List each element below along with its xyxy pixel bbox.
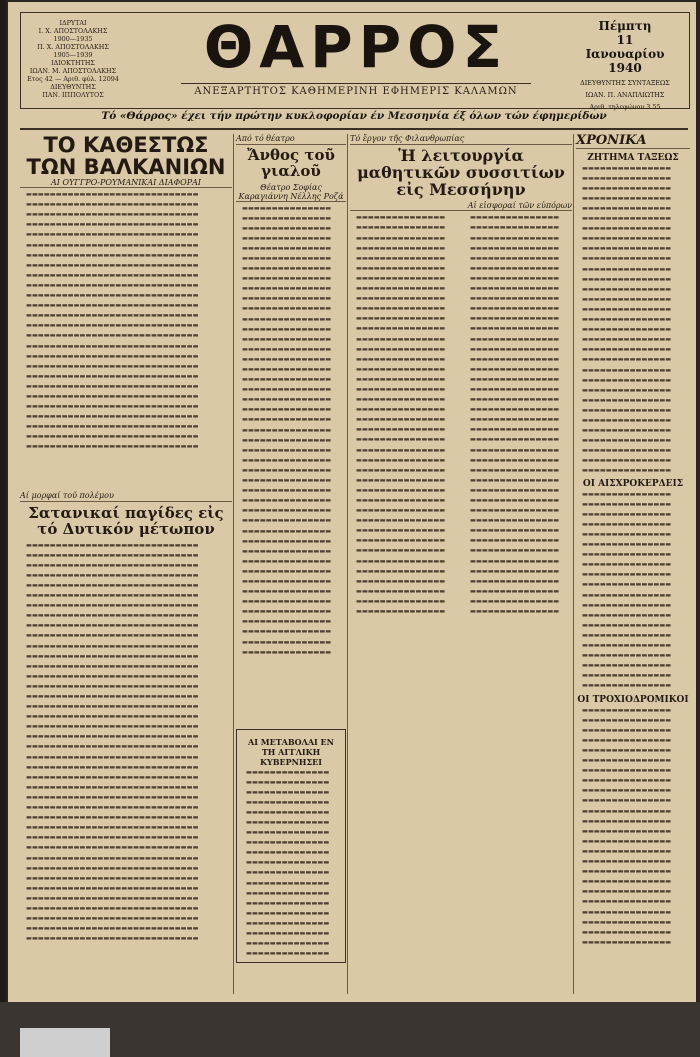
- deck-balkans: ΑΙ ΟΥΓΓΡΟ-ΡΟΥΜΑΝΙΚΑΙ ΔΙΑΦΟΡΑΙ: [20, 178, 232, 188]
- editor-line: ΔΙΕΥΘΥΝΤΗΣ ΣΥΝΤΑΞΕΩΣ: [580, 79, 670, 87]
- article-body: ▬▬▬▬▬▬▬▬▬▬▬▬▬▬▬▬▬▬▬▬▬▬▬▬▬▬▬▬▬ ▬▬▬▬▬▬▬▬▬▬▬▬▬▬▬▬▬▬▬▬▬▬▬▬▬▬▬▬▬ ▬▬▬▬▬▬▬▬▬▬▬▬▬▬▬▬▬▬▬▬▬▬▬▬▬▬▬▬▬ ▬▬▬▬▬▬▬▬▬▬▬▬▬▬▬▬▬▬▬▬▬▬▬▬▬▬▬▬▬ ▬▬▬▬▬▬▬▬▬▬▬▬▬▬▬▬▬▬▬▬▬▬▬▬▬▬▬▬▬ ▬▬▬▬▬▬▬▬▬▬▬▬▬▬▬▬▬▬▬▬▬▬▬▬▬▬▬▬▬ ▬▬▬▬▬▬▬▬▬▬▬▬▬▬▬▬▬▬▬▬▬▬▬▬▬▬▬▬▬ ▬▬▬▬▬▬▬▬▬▬▬▬▬▬▬▬▬▬▬▬▬▬▬▬▬▬▬▬▬ ▬▬▬▬▬▬▬▬▬▬▬▬▬▬▬▬▬▬▬▬▬▬▬▬▬▬▬▬▬ ▬▬▬▬▬▬▬▬▬▬▬▬▬▬▬▬▬▬▬▬▬▬▬▬▬▬▬▬▬ ▬▬▬▬▬▬▬▬▬▬▬▬▬▬▬▬▬▬▬▬▬▬▬▬▬▬▬▬▬ ▬▬▬▬▬▬▬▬▬▬▬▬▬▬▬▬▬▬▬▬▬▬▬▬▬▬▬▬▬ ▬▬▬▬▬▬▬▬▬▬▬▬▬▬▬▬▬▬▬▬▬▬▬▬▬▬▬▬▬ ▬▬▬▬▬▬▬▬▬▬▬▬▬▬▬▬▬▬▬▬▬▬▬▬▬▬▬▬▬ ▬▬▬▬▬▬▬▬▬▬▬▬▬▬▬▬▬▬▬▬▬▬▬▬▬▬▬▬▬ ▬▬▬▬▬▬▬▬▬▬▬▬▬▬▬▬▬▬▬▬▬▬▬▬▬▬▬▬▬ ▬▬▬▬▬▬▬▬▬▬▬▬▬▬▬▬▬▬▬▬▬▬▬▬▬▬▬▬▬ ▬▬▬▬▬▬▬▬▬▬▬▬▬▬▬▬▬▬▬▬▬▬▬▬▬▬▬▬▬ ▬▬▬▬▬▬▬▬▬▬▬▬▬▬▬▬▬▬▬▬▬▬▬▬▬▬▬▬▬ ▬▬▬▬▬▬▬▬▬▬▬▬▬▬▬▬▬▬▬▬▬▬▬▬▬▬▬▬▬ ▬▬▬▬▬▬▬▬▬▬▬▬▬▬▬▬▬▬▬▬▬▬▬▬▬▬▬▬▬ ▬▬▬▬▬▬▬▬▬▬▬▬▬▬▬▬▬▬▬▬▬▬▬▬▬▬▬▬▬ ▬▬▬▬▬▬▬▬▬▬▬▬▬▬▬▬▬▬▬▬▬▬▬▬▬▬▬▬▬ ▬▬▬▬▬▬▬▬▬▬▬▬▬▬▬▬▬▬▬▬▬▬▬▬▬▬▬▬▬ ▬▬▬▬▬▬▬▬▬▬▬▬▬▬▬▬▬▬▬▬▬▬▬▬▬▬▬▬▬ ▬▬▬▬▬▬▬▬▬▬▬▬▬▬▬▬▬▬▬▬▬▬▬▬▬▬▬▬▬ ▬▬▬▬▬▬▬▬▬▬▬▬▬▬▬▬▬▬▬▬▬▬▬▬▬▬▬▬▬ ▬▬▬▬▬▬▬▬▬▬▬▬▬▬▬▬▬▬▬▬▬▬▬▬▬▬▬▬▬ ▬▬▬▬▬▬▬▬▬▬▬▬▬▬▬▬▬▬▬▬▬▬▬▬▬▬▬▬▬ ▬▬▬▬▬▬▬▬▬▬▬▬▬▬▬▬▬▬▬▬▬▬▬▬▬▬▬▬▬ ▬▬▬▬▬▬▬▬▬▬▬▬▬▬▬▬▬▬▬▬▬▬▬▬▬▬▬▬▬ ▬▬▬▬▬▬▬▬▬▬▬▬▬▬▬▬▬▬▬▬▬▬▬▬▬▬▬▬▬ ▬▬▬▬▬▬▬▬▬▬▬▬▬▬▬▬▬▬▬▬▬▬▬▬▬▬▬▬▬ ▬▬▬▬▬▬▬▬▬▬▬▬▬▬▬▬▬▬▬▬▬▬▬▬▬▬▬▬▬ ▬▬▬▬▬▬▬▬▬▬▬▬▬▬▬▬▬▬▬▬▬▬▬▬▬▬▬▬▬ ▬▬▬▬▬▬▬▬▬▬▬▬▬▬▬▬▬▬▬▬▬▬▬▬▬▬▬▬▬ ▬▬▬▬▬▬▬▬▬▬▬▬▬▬▬▬▬▬▬▬▬▬▬▬▬▬▬▬▬ ▬▬▬▬▬▬▬▬▬▬▬▬▬▬▬▬▬▬▬▬▬▬▬▬▬▬▬▬▬ ▬▬▬▬▬▬▬▬▬▬▬▬▬▬▬▬▬▬▬▬▬▬▬▬▬▬▬▬▬ ▬▬▬▬▬▬▬▬▬▬▬▬▬▬▬▬▬▬▬▬▬▬▬▬▬▬▬▬▬: [26, 541, 199, 943]
- article-body: ▬▬▬▬▬▬▬▬▬▬▬▬▬▬ ▬▬▬▬▬▬▬▬▬▬▬▬▬▬ ▬▬▬▬▬▬▬▬▬▬▬▬▬▬ ▬▬▬▬▬▬▬▬▬▬▬▬▬▬ ▬▬▬▬▬▬▬▬▬▬▬▬▬▬ ▬▬▬▬▬▬▬▬▬▬▬▬▬▬ ▬▬▬▬▬▬▬▬▬▬▬▬▬▬ ▬▬▬▬▬▬▬▬▬▬▬▬▬▬ ▬▬▬▬▬▬▬▬▬▬▬▬▬▬ ▬▬▬▬▬▬▬▬▬▬▬▬▬▬ ▬▬▬▬▬▬▬▬▬▬▬▬▬▬ ▬▬▬▬▬▬▬▬▬▬▬▬▬▬ ▬▬▬▬▬▬▬▬▬▬▬▬▬▬ ▬▬▬▬▬▬▬▬▬▬▬▬▬▬ ▬▬▬▬▬▬▬▬▬▬▬▬▬▬ ▬▬▬▬▬▬▬▬▬▬▬▬▬▬ ▬▬▬▬▬▬▬▬▬▬▬▬▬▬ ▬▬▬▬▬▬▬▬▬▬▬▬▬▬ ▬▬▬▬▬▬▬▬▬▬▬▬▬▬: [246, 768, 330, 958]
- headline-balkans: ΤΟ ΚΑΘΕΣΤΩΣ ΤΩΝ ΒΑΛΚΑΝΙΩΝ: [26, 133, 226, 180]
- article-body: ▬▬▬▬▬▬▬▬▬▬▬▬▬▬▬ ▬▬▬▬▬▬▬▬▬▬▬▬▬▬▬ ▬▬▬▬▬▬▬▬▬▬▬▬▬▬▬ ▬▬▬▬▬▬▬▬▬▬▬▬▬▬▬ ▬▬▬▬▬▬▬▬▬▬▬▬▬▬▬ ▬▬▬▬▬▬▬▬▬▬▬▬▬▬▬ ▬▬▬▬▬▬▬▬▬▬▬▬▬▬▬ ▬▬▬▬▬▬▬▬▬▬▬▬▬▬▬ ▬▬▬▬▬▬▬▬▬▬▬▬▬▬▬ ▬▬▬▬▬▬▬▬▬▬▬▬▬▬▬ ▬▬▬▬▬▬▬▬▬▬▬▬▬▬▬ ▬▬▬▬▬▬▬▬▬▬▬▬▬▬▬ ▬▬▬▬▬▬▬▬▬▬▬▬▬▬▬ ▬▬▬▬▬▬▬▬▬▬▬▬▬▬▬ ▬▬▬▬▬▬▬▬▬▬▬▬▬▬▬ ▬▬▬▬▬▬▬▬▬▬▬▬▬▬▬ ▬▬▬▬▬▬▬▬▬▬▬▬▬▬▬ ▬▬▬▬▬▬▬▬▬▬▬▬▬▬▬ ▬▬▬▬▬▬▬▬▬▬▬▬▬▬▬ ▬▬▬▬▬▬▬▬▬▬▬▬▬▬▬: [582, 490, 672, 690]
- founder-line: Ι. Χ. ΑΠΟΣΤΟΛΑΚΗΣ: [38, 27, 108, 35]
- newspaper-title: ΘΑΡΡΟΣ: [203, 13, 509, 81]
- phone-line: Αριθ. τηλεφώνου 3.55: [589, 103, 661, 111]
- founder-line: Π. Χ. ΑΠΟΣΤΟΛΑΚΗΣ: [37, 43, 109, 51]
- founder-line: ΔΙΕΥΘΥΝΤΗΣ: [50, 83, 96, 91]
- masthead-founders: [25, 19, 121, 99]
- column-balkans: [20, 134, 232, 992]
- kicker-theatre: Από τό θέατρο: [236, 134, 346, 145]
- subhead-order: ΖΗΤΗΜΑ ΤΑΞΕΩΣ: [587, 152, 679, 163]
- headline-theatre: Ἄνθος τοῦ γιαλοῦ: [247, 146, 335, 180]
- masthead: [20, 12, 690, 109]
- headline-western-front: Σατανικαί παγίδες εἰς τό Δυτικόν μέτωπον: [28, 504, 224, 538]
- date-month: Ιανουαρίου: [585, 47, 665, 61]
- article-body: ▬▬▬▬▬▬▬▬▬▬▬▬▬▬▬ ▬▬▬▬▬▬▬▬▬▬▬▬▬▬▬ ▬▬▬▬▬▬▬▬▬▬▬▬▬▬▬ ▬▬▬▬▬▬▬▬▬▬▬▬▬▬▬ ▬▬▬▬▬▬▬▬▬▬▬▬▬▬▬ ▬▬▬▬▬▬▬▬▬▬▬▬▬▬▬ ▬▬▬▬▬▬▬▬▬▬▬▬▬▬▬ ▬▬▬▬▬▬▬▬▬▬▬▬▬▬▬ ▬▬▬▬▬▬▬▬▬▬▬▬▬▬▬ ▬▬▬▬▬▬▬▬▬▬▬▬▬▬▬ ▬▬▬▬▬▬▬▬▬▬▬▬▬▬▬ ▬▬▬▬▬▬▬▬▬▬▬▬▬▬▬ ▬▬▬▬▬▬▬▬▬▬▬▬▬▬▬ ▬▬▬▬▬▬▬▬▬▬▬▬▬▬▬ ▬▬▬▬▬▬▬▬▬▬▬▬▬▬▬ ▬▬▬▬▬▬▬▬▬▬▬▬▬▬▬ ▬▬▬▬▬▬▬▬▬▬▬▬▬▬▬ ▬▬▬▬▬▬▬▬▬▬▬▬▬▬▬ ▬▬▬▬▬▬▬▬▬▬▬▬▬▬▬ ▬▬▬▬▬▬▬▬▬▬▬▬▬▬▬ ▬▬▬▬▬▬▬▬▬▬▬▬▬▬▬ ▬▬▬▬▬▬▬▬▬▬▬▬▬▬▬ ▬▬▬▬▬▬▬▬▬▬▬▬▬▬▬ ▬▬▬▬▬▬▬▬▬▬▬▬▬▬▬ ▬▬▬▬▬▬▬▬▬▬▬▬▬▬▬ ▬▬▬▬▬▬▬▬▬▬▬▬▬▬▬ ▬▬▬▬▬▬▬▬▬▬▬▬▬▬▬ ▬▬▬▬▬▬▬▬▬▬▬▬▬▬▬ ▬▬▬▬▬▬▬▬▬▬▬▬▬▬▬ ▬▬▬▬▬▬▬▬▬▬▬▬▬▬▬ ▬▬▬▬▬▬▬▬▬▬▬▬▬▬▬ ▬▬▬▬▬▬▬▬▬▬▬▬▬▬▬ ▬▬▬▬▬▬▬▬▬▬▬▬▬▬▬ ▬▬▬▬▬▬▬▬▬▬▬▬▬▬▬ ▬▬▬▬▬▬▬▬▬▬▬▬▬▬▬ ▬▬▬▬▬▬▬▬▬▬▬▬▬▬▬ ▬▬▬▬▬▬▬▬▬▬▬▬▬▬▬ ▬▬▬▬▬▬▬▬▬▬▬▬▬▬▬ ▬▬▬▬▬▬▬▬▬▬▬▬▬▬▬ ▬▬▬▬▬▬▬▬▬▬▬▬▬▬▬ ▬▬▬▬▬▬▬▬▬▬▬▬▬▬▬ ▬▬▬▬▬▬▬▬▬▬▬▬▬▬▬ ▬▬▬▬▬▬▬▬▬▬▬▬▬▬▬ ▬▬▬▬▬▬▬▬▬▬▬▬▬▬▬ ▬▬▬▬▬▬▬▬▬▬▬▬▬▬▬: [242, 204, 332, 656]
- founder-line: 1900—1935: [53, 35, 93, 43]
- date-year: 1940: [608, 61, 642, 75]
- kicker-war: Αί μορφαί τοῦ πολέμου: [20, 491, 232, 502]
- column-charity: [350, 134, 572, 984]
- article-body: ▬▬▬▬▬▬▬▬▬▬▬▬▬▬▬▬▬▬▬▬▬▬▬▬▬▬▬▬▬ ▬▬▬▬▬▬▬▬▬▬▬▬▬▬▬▬▬▬▬▬▬▬▬▬▬▬▬▬▬ ▬▬▬▬▬▬▬▬▬▬▬▬▬▬▬▬▬▬▬▬▬▬▬▬▬▬▬▬▬ ▬▬▬▬▬▬▬▬▬▬▬▬▬▬▬▬▬▬▬▬▬▬▬▬▬▬▬▬▬ ▬▬▬▬▬▬▬▬▬▬▬▬▬▬▬▬▬▬▬▬▬▬▬▬▬▬▬▬▬ ▬▬▬▬▬▬▬▬▬▬▬▬▬▬▬▬▬▬▬▬▬▬▬▬▬▬▬▬▬ ▬▬▬▬▬▬▬▬▬▬▬▬▬▬▬▬▬▬▬▬▬▬▬▬▬▬▬▬▬ ▬▬▬▬▬▬▬▬▬▬▬▬▬▬▬▬▬▬▬▬▬▬▬▬▬▬▬▬▬ ▬▬▬▬▬▬▬▬▬▬▬▬▬▬▬▬▬▬▬▬▬▬▬▬▬▬▬▬▬ ▬▬▬▬▬▬▬▬▬▬▬▬▬▬▬▬▬▬▬▬▬▬▬▬▬▬▬▬▬ ▬▬▬▬▬▬▬▬▬▬▬▬▬▬▬▬▬▬▬▬▬▬▬▬▬▬▬▬▬ ▬▬▬▬▬▬▬▬▬▬▬▬▬▬▬▬▬▬▬▬▬▬▬▬▬▬▬▬▬ ▬▬▬▬▬▬▬▬▬▬▬▬▬▬▬▬▬▬▬▬▬▬▬▬▬▬▬▬▬ ▬▬▬▬▬▬▬▬▬▬▬▬▬▬▬▬▬▬▬▬▬▬▬▬▬▬▬▬▬ ▬▬▬▬▬▬▬▬▬▬▬▬▬▬▬▬▬▬▬▬▬▬▬▬▬▬▬▬▬ ▬▬▬▬▬▬▬▬▬▬▬▬▬▬▬▬▬▬▬▬▬▬▬▬▬▬▬▬▬ ▬▬▬▬▬▬▬▬▬▬▬▬▬▬▬▬▬▬▬▬▬▬▬▬▬▬▬▬▬ ▬▬▬▬▬▬▬▬▬▬▬▬▬▬▬▬▬▬▬▬▬▬▬▬▬▬▬▬▬ ▬▬▬▬▬▬▬▬▬▬▬▬▬▬▬▬▬▬▬▬▬▬▬▬▬▬▬▬▬ ▬▬▬▬▬▬▬▬▬▬▬▬▬▬▬▬▬▬▬▬▬▬▬▬▬▬▬▬▬ ▬▬▬▬▬▬▬▬▬▬▬▬▬▬▬▬▬▬▬▬▬▬▬▬▬▬▬▬▬ ▬▬▬▬▬▬▬▬▬▬▬▬▬▬▬▬▬▬▬▬▬▬▬▬▬▬▬▬▬ ▬▬▬▬▬▬▬▬▬▬▬▬▬▬▬▬▬▬▬▬▬▬▬▬▬▬▬▬▬ ▬▬▬▬▬▬▬▬▬▬▬▬▬▬▬▬▬▬▬▬▬▬▬▬▬▬▬▬▬ ▬▬▬▬▬▬▬▬▬▬▬▬▬▬▬▬▬▬▬▬▬▬▬▬▬▬▬▬▬ ▬▬▬▬▬▬▬▬▬▬▬▬▬▬▬▬▬▬▬▬▬▬▬▬▬▬▬▬▬: [26, 191, 199, 451]
- subhead-profiteers: ΟΙ ΑΙΣΧΡΟΚΕΡΔΕΙΣ: [582, 478, 684, 489]
- article-body: ▬▬▬▬▬▬▬▬▬▬▬▬▬▬▬ ▬▬▬▬▬▬▬▬▬▬▬▬▬▬▬ ▬▬▬▬▬▬▬▬▬▬▬▬▬▬▬ ▬▬▬▬▬▬▬▬▬▬▬▬▬▬▬ ▬▬▬▬▬▬▬▬▬▬▬▬▬▬▬ ▬▬▬▬▬▬▬▬▬▬▬▬▬▬▬ ▬▬▬▬▬▬▬▬▬▬▬▬▬▬▬ ▬▬▬▬▬▬▬▬▬▬▬▬▬▬▬ ▬▬▬▬▬▬▬▬▬▬▬▬▬▬▬ ▬▬▬▬▬▬▬▬▬▬▬▬▬▬▬ ▬▬▬▬▬▬▬▬▬▬▬▬▬▬▬ ▬▬▬▬▬▬▬▬▬▬▬▬▬▬▬ ▬▬▬▬▬▬▬▬▬▬▬▬▬▬▬ ▬▬▬▬▬▬▬▬▬▬▬▬▬▬▬ ▬▬▬▬▬▬▬▬▬▬▬▬▬▬▬ ▬▬▬▬▬▬▬▬▬▬▬▬▬▬▬ ▬▬▬▬▬▬▬▬▬▬▬▬▬▬▬ ▬▬▬▬▬▬▬▬▬▬▬▬▬▬▬ ▬▬▬▬▬▬▬▬▬▬▬▬▬▬▬ ▬▬▬▬▬▬▬▬▬▬▬▬▬▬▬ ▬▬▬▬▬▬▬▬▬▬▬▬▬▬▬ ▬▬▬▬▬▬▬▬▬▬▬▬▬▬▬ ▬▬▬▬▬▬▬▬▬▬▬▬▬▬▬ ▬▬▬▬▬▬▬▬▬▬▬▬▬▬▬ ▬▬▬▬▬▬▬▬▬▬▬▬▬▬▬ ▬▬▬▬▬▬▬▬▬▬▬▬▬▬▬ ▬▬▬▬▬▬▬▬▬▬▬▬▬▬▬ ▬▬▬▬▬▬▬▬▬▬▬▬▬▬▬ ▬▬▬▬▬▬▬▬▬▬▬▬▬▬▬ ▬▬▬▬▬▬▬▬▬▬▬▬▬▬▬ ▬▬▬▬▬▬▬▬▬▬▬▬▬▬▬ ▬▬▬▬▬▬▬▬▬▬▬▬▬▬▬ ▬▬▬▬▬▬▬▬▬▬▬▬▬▬▬ ▬▬▬▬▬▬▬▬▬▬▬▬▬▬▬ ▬▬▬▬▬▬▬▬▬▬▬▬▬▬▬ ▬▬▬▬▬▬▬▬▬▬▬▬▬▬▬ ▬▬▬▬▬▬▬▬▬▬▬▬▬▬▬ ▬▬▬▬▬▬▬▬▬▬▬▬▬▬▬ ▬▬▬▬▬▬▬▬▬▬▬▬▬▬▬ ▬▬▬▬▬▬▬▬▬▬▬▬▬▬▬ ▬▬▬▬▬▬▬▬▬▬▬▬▬▬▬ ▬▬▬▬▬▬▬▬▬▬▬▬▬▬▬ ▬▬▬▬▬▬▬▬▬▬▬▬▬▬▬ ▬▬▬▬▬▬▬▬▬▬▬▬▬▬▬ ▬▬▬▬▬▬▬▬▬▬▬▬▬▬▬ ▬▬▬▬▬▬▬▬▬▬▬▬▬▬▬ ▬▬▬▬▬▬▬▬▬▬▬▬▬▬▬ ▬▬▬▬▬▬▬▬▬▬▬▬▬▬▬ ▬▬▬▬▬▬▬▬▬▬▬▬▬▬▬ ▬▬▬▬▬▬▬▬▬▬▬▬▬▬▬ ▬▬▬▬▬▬▬▬▬▬▬▬▬▬▬ ▬▬▬▬▬▬▬▬▬▬▬▬▬▬▬ ▬▬▬▬▬▬▬▬▬▬▬▬▬▬▬ ▬▬▬▬▬▬▬▬▬▬▬▬▬▬▬ ▬▬▬▬▬▬▬▬▬▬▬▬▬▬▬ ▬▬▬▬▬▬▬▬▬▬▬▬▬▬▬ ▬▬▬▬▬▬▬▬▬▬▬▬▬▬▬ ▬▬▬▬▬▬▬▬▬▬▬▬▬▬▬ ▬▬▬▬▬▬▬▬▬▬▬▬▬▬▬ ▬▬▬▬▬▬▬▬▬▬▬▬▬▬▬ ▬▬▬▬▬▬▬▬▬▬▬▬▬▬▬ ▬▬▬▬▬▬▬▬▬▬▬▬▬▬▬ ▬▬▬▬▬▬▬▬▬▬▬▬▬▬▬ ▬▬▬▬▬▬▬▬▬▬▬▬▬▬▬ ▬▬▬▬▬▬▬▬▬▬▬▬▬▬▬ ▬▬▬▬▬▬▬▬▬▬▬▬▬▬▬ ▬▬▬▬▬▬▬▬▬▬▬▬▬▬▬ ▬▬▬▬▬▬▬▬▬▬▬▬▬▬▬ ▬▬▬▬▬▬▬▬▬▬▬▬▬▬▬ ▬▬▬▬▬▬▬▬▬▬▬▬▬▬▬ ▬▬▬▬▬▬▬▬▬▬▬▬▬▬▬ ▬▬▬▬▬▬▬▬▬▬▬▬▬▬▬ ▬▬▬▬▬▬▬▬▬▬▬▬▬▬▬ ▬▬▬▬▬▬▬▬▬▬▬▬▬▬▬ ▬▬▬▬▬▬▬▬▬▬▬▬▬▬▬ ▬▬▬▬▬▬▬▬▬▬▬▬▬▬▬ ▬▬▬▬▬▬▬▬▬▬▬▬▬▬▬ ▬▬▬▬▬▬▬▬▬▬▬▬▬▬▬ ▬▬▬▬▬▬▬▬▬▬▬▬▬▬▬ ▬▬▬▬▬▬▬▬▬▬▬▬▬▬▬: [356, 214, 560, 616]
- article-body: ▬▬▬▬▬▬▬▬▬▬▬▬▬▬▬ ▬▬▬▬▬▬▬▬▬▬▬▬▬▬▬ ▬▬▬▬▬▬▬▬▬▬▬▬▬▬▬ ▬▬▬▬▬▬▬▬▬▬▬▬▬▬▬ ▬▬▬▬▬▬▬▬▬▬▬▬▬▬▬ ▬▬▬▬▬▬▬▬▬▬▬▬▬▬▬ ▬▬▬▬▬▬▬▬▬▬▬▬▬▬▬ ▬▬▬▬▬▬▬▬▬▬▬▬▬▬▬ ▬▬▬▬▬▬▬▬▬▬▬▬▬▬▬ ▬▬▬▬▬▬▬▬▬▬▬▬▬▬▬ ▬▬▬▬▬▬▬▬▬▬▬▬▬▬▬ ▬▬▬▬▬▬▬▬▬▬▬▬▬▬▬ ▬▬▬▬▬▬▬▬▬▬▬▬▬▬▬ ▬▬▬▬▬▬▬▬▬▬▬▬▬▬▬ ▬▬▬▬▬▬▬▬▬▬▬▬▬▬▬ ▬▬▬▬▬▬▬▬▬▬▬▬▬▬▬ ▬▬▬▬▬▬▬▬▬▬▬▬▬▬▬ ▬▬▬▬▬▬▬▬▬▬▬▬▬▬▬ ▬▬▬▬▬▬▬▬▬▬▬▬▬▬▬ ▬▬▬▬▬▬▬▬▬▬▬▬▬▬▬ ▬▬▬▬▬▬▬▬▬▬▬▬▬▬▬ ▬▬▬▬▬▬▬▬▬▬▬▬▬▬▬ ▬▬▬▬▬▬▬▬▬▬▬▬▬▬▬ ▬▬▬▬▬▬▬▬▬▬▬▬▬▬▬ ▬▬▬▬▬▬▬▬▬▬▬▬▬▬▬ ▬▬▬▬▬▬▬▬▬▬▬▬▬▬▬ ▬▬▬▬▬▬▬▬▬▬▬▬▬▬▬ ▬▬▬▬▬▬▬▬▬▬▬▬▬▬▬ ▬▬▬▬▬▬▬▬▬▬▬▬▬▬▬ ▬▬▬▬▬▬▬▬▬▬▬▬▬▬▬ ▬▬▬▬▬▬▬▬▬▬▬▬▬▬▬: [582, 164, 672, 475]
- founder-line: ΠΑΝ. ΙΠΠΟΛΥΤΟΣ: [42, 91, 104, 99]
- deck-charity: Αἱ εἰσφοραί τῶν εὐπόρων: [350, 201, 572, 211]
- kicker-charity: Τό ἔργον τῆς Φιλανθρωπίας: [350, 134, 572, 145]
- tagline: Τό «Θάρρος» έχει τήν πρώτην κυκλοφορίαν έν Μεσσηνία έξ όλων τών έφημερίδων: [20, 110, 688, 130]
- column-chronicles: [576, 134, 690, 947]
- date-day: Πέμπτη: [598, 19, 652, 33]
- date-number: 11: [616, 33, 634, 47]
- box-uk-cabinet: [236, 729, 346, 963]
- masthead-date: [565, 19, 685, 111]
- founder-line: 1905—1939: [53, 51, 93, 59]
- column-theatre: [236, 134, 346, 967]
- founder-line: Ετος 42 — Αριθ. φύλ. 12094: [27, 75, 119, 83]
- deck-theatre: Θέατρο Σοφίας Καραγιάννη Νέλλης Ροζά: [236, 183, 346, 202]
- newspaper-page: [8, 2, 696, 1002]
- headline-charity: Ἡ λειτουργία μαθητικῶν συσσιτίων εἰς Μεσσήνην: [357, 146, 565, 199]
- founder-line: ΙΔΙΟΚΤΗΤΗΣ: [51, 59, 95, 67]
- newspaper-subtitle: ΑΝΕΞΑΡΤΗΤΟΣ ΚΑΘΗΜΕΡΙΝΗ ΕΦΗΜΕΡΙΣ ΚΑΛΑΜΩΝ: [181, 83, 531, 97]
- subhead-tram-workers: ΟΙ ΤΡΟΧΙΟΔΡΟΜΙΚΟΙ: [577, 694, 689, 705]
- heading-chronicles: ΧΡΟΝΙΚΑ: [576, 134, 690, 149]
- editor-line: ΙΩΑΝ. Π. ΑΝΑΠΛΙΩΤΗΣ: [585, 91, 665, 99]
- founder-line: ΙΩΑΝ. Μ. ΑΠΟΣΤΟΛΑΚΗΣ: [29, 67, 117, 75]
- article-body: ▬▬▬▬▬▬▬▬▬▬▬▬▬▬▬ ▬▬▬▬▬▬▬▬▬▬▬▬▬▬▬ ▬▬▬▬▬▬▬▬▬▬▬▬▬▬▬ ▬▬▬▬▬▬▬▬▬▬▬▬▬▬▬ ▬▬▬▬▬▬▬▬▬▬▬▬▬▬▬ ▬▬▬▬▬▬▬▬▬▬▬▬▬▬▬ ▬▬▬▬▬▬▬▬▬▬▬▬▬▬▬ ▬▬▬▬▬▬▬▬▬▬▬▬▬▬▬ ▬▬▬▬▬▬▬▬▬▬▬▬▬▬▬ ▬▬▬▬▬▬▬▬▬▬▬▬▬▬▬ ▬▬▬▬▬▬▬▬▬▬▬▬▬▬▬ ▬▬▬▬▬▬▬▬▬▬▬▬▬▬▬ ▬▬▬▬▬▬▬▬▬▬▬▬▬▬▬ ▬▬▬▬▬▬▬▬▬▬▬▬▬▬▬ ▬▬▬▬▬▬▬▬▬▬▬▬▬▬▬ ▬▬▬▬▬▬▬▬▬▬▬▬▬▬▬ ▬▬▬▬▬▬▬▬▬▬▬▬▬▬▬ ▬▬▬▬▬▬▬▬▬▬▬▬▬▬▬ ▬▬▬▬▬▬▬▬▬▬▬▬▬▬▬ ▬▬▬▬▬▬▬▬▬▬▬▬▬▬▬ ▬▬▬▬▬▬▬▬▬▬▬▬▬▬▬ ▬▬▬▬▬▬▬▬▬▬▬▬▬▬▬ ▬▬▬▬▬▬▬▬▬▬▬▬▬▬▬ ▬▬▬▬▬▬▬▬▬▬▬▬▬▬▬: [582, 706, 672, 946]
- founder-line: ΙΔΡΥΤΑΙ: [59, 19, 87, 27]
- subhead-uk-cabinet: ΑΙ ΜΕΤΑΒΟΛΑΙ ΕΝ ΤΗ ΑΓΓΛΙΚΗ ΚΥΒΕΡΝΗΣΕΙ: [248, 736, 334, 767]
